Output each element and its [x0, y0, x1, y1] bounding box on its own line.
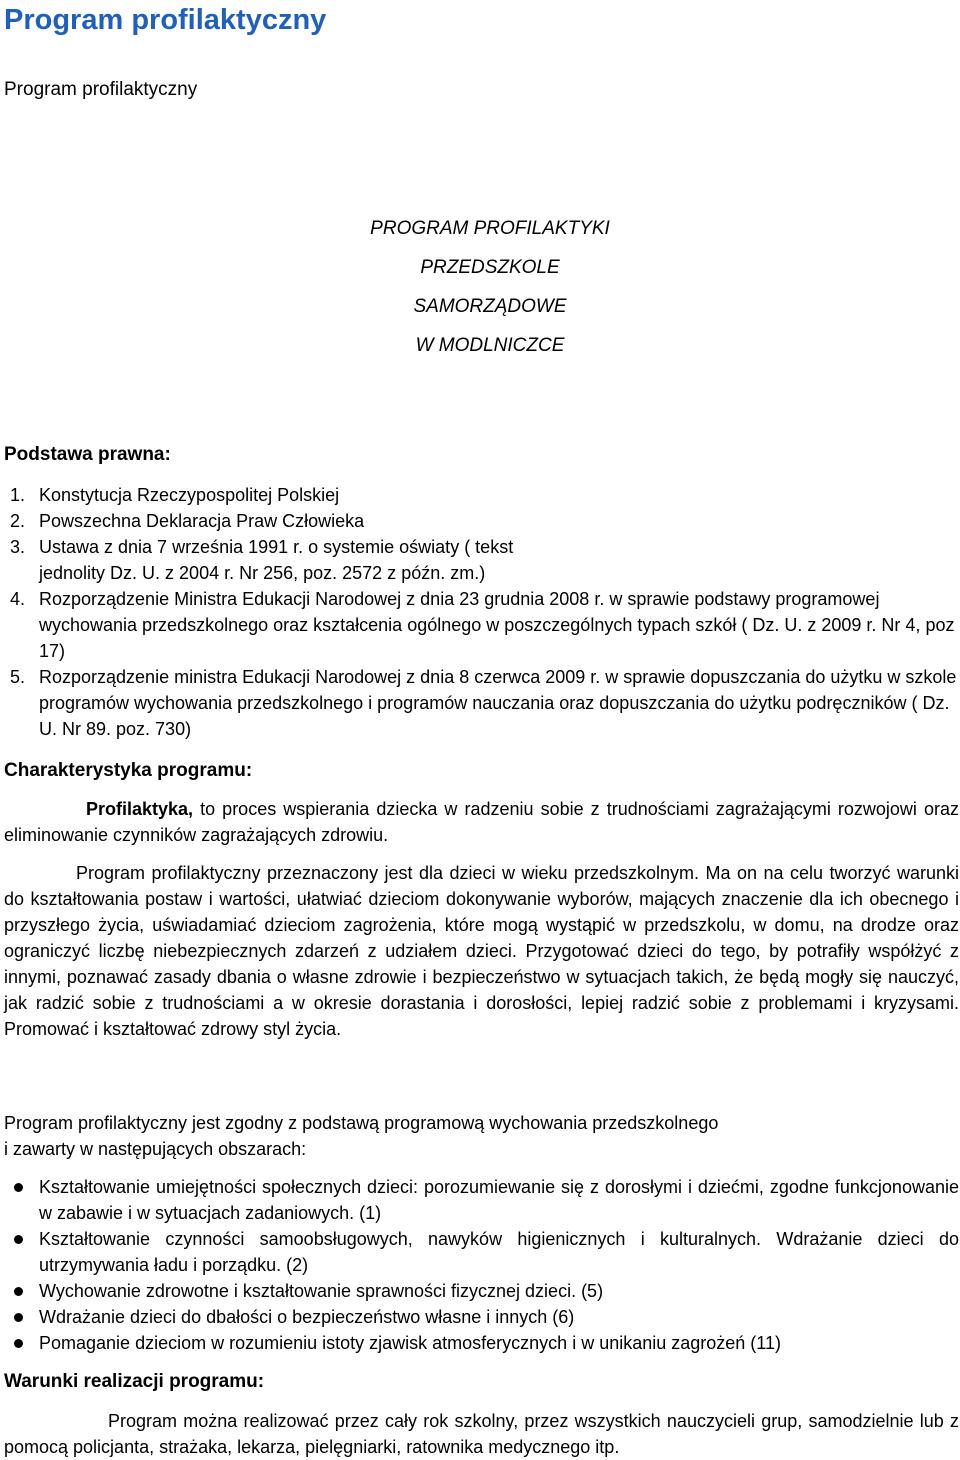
item-text: Kształtowanie czynności samoobsługowych, nawyków higienicznych i kulturalnych. Wdrażanie dzieci do utrzymywania ładu i porządku. (2) [39, 1229, 959, 1275]
paragraph-line: i zawarty w następujących obszarach: [4, 1139, 307, 1159]
paragraph-text: to proces wspierania dziecka w radzeniu sobie z trudnościami zagrażającymi rozwojowi oraz eliminowanie czynników zagrażających zdrowiu. [4, 799, 959, 845]
item-text: Pomaganie dzieciom w rozumieniu istoty zjawisk atmosferycznych i w unikaniu zagrożeń (11) [39, 1333, 781, 1353]
list-item [4, 1226, 959, 1278]
item-text: Ustawa z dnia 7 września 1991 r. o systemie oświaty ( tekst jednolity Dz. U. z 2004 r. Nr 256, poz. 2572 z późn. zm.) [39, 537, 514, 583]
paragraph-program-purpose: Program profilaktyczny przeznaczony jest dla dzieci w wieku przedszkolnym. Ma on na celu tworzyć warunki do kształtowania postaw i wartości, ułatwiać dzieciom dokonywanie wyborów, mających znaczenie dla ich obecnego i przyszłego życia, uświadamiać dzieciom zagrożenia, które mogą wystąpić w przedszkolu, w domu, na drodze oraz ograniczyć liczbę niebezpiecznych zdarzeń z udziałem dzieci. Przygotować dzieci do tego, by potrafiły współżyć z innymi, poznawać zasady dbania o własne zdrowie i bezpieczeństwo w sytuacjach takich, że będą mogły się nauczyć, jak radzić sobie z trudnościami a w okresie dorastania i dorosłości, lepiej radzić sobie z problemami i kryzysami. Promować i kształtować zdrowy styl życia. [4, 863, 959, 1039]
list-item [4, 586, 959, 664]
item-text: Kształtowanie umiejętności społecznych dzieci: porozumiewanie się z dorosłymi i dziećmi, zgodne funkcjonowanie w zabawie i w sytuacjach zadaniowych. (1) [39, 1177, 959, 1223]
paragraph-line: Program profilaktyczny jest zgodny z podstawą programową wychowania przedszkolnego [4, 1113, 719, 1133]
list-item [4, 1174, 959, 1226]
item-text: Rozporządzenie Ministra Edukacji Narodowej z dnia 23 grudnia 2008 r. w sprawie podstawy programowej wychowania przedszkolnego oraz kształcenia ogólnego w poszczególnych typach szkół ( Dz. U. z 2009 r. Nr 4, poz 17) [39, 589, 955, 661]
list-item [4, 482, 959, 508]
bold-term: Profilaktyka, [86, 799, 194, 819]
bullet-icon [14, 1235, 23, 1244]
bullet-icon [14, 1313, 23, 1322]
item-text: Powszechna Deklaracja Praw Człowieka [39, 511, 365, 531]
item-text: Wdrażanie dzieci do dbałości o bezpieczeństwo własne i innych (6) [39, 1307, 575, 1327]
item-number: 3. [10, 537, 26, 557]
item-number: 4. [10, 589, 26, 609]
header-line: SAMORZĄDOWE [413, 296, 567, 317]
paragraph-core-curriculum [4, 1110, 959, 1162]
item-text: Konstytucja Rzeczypospolitej Polskiej [39, 485, 340, 505]
list-item [4, 1330, 959, 1356]
list-item [4, 664, 959, 742]
item-number: 5. [10, 667, 26, 687]
list-item [4, 534, 559, 586]
paragraph-prophylaxis [4, 796, 959, 848]
header-line: W MODLNICZCE [415, 335, 565, 356]
legal-basis-heading: Podstawa prawna: [4, 444, 171, 465]
characteristics-heading: Charakterystyka programu: [4, 760, 253, 781]
bullet-icon [14, 1287, 23, 1296]
item-text: Wychowanie zdrowotne i kształtowanie sprawności fizycznej dzieci. (5) [39, 1281, 604, 1301]
header-line: PRZEDSZKOLE [420, 257, 560, 278]
paragraph-conditions: Program można realizować przez cały rok szkolny, przez wszystkich nauczycieli grup, samodzielnie lub z pomocą policjanta, strażaka, lekarza, pielęgniarki, ratownika medycznego itp. [4, 1411, 959, 1457]
item-text: Rozporządzenie ministra Edukacji Narodowej z dnia 8 czerwca 2009 r. w sprawie dopuszczania do użytku w szkole programów wychowania przedszkolnego i programów nauczania oraz dopuszczania do użytku podręczników ( Dz. U. Nr 89. poz. 730) [39, 667, 957, 739]
list-item [4, 1304, 959, 1330]
areas-list [4, 1174, 959, 1356]
item-number: 2. [10, 511, 26, 531]
conditions-heading: Warunki realizacji programu: [4, 1371, 265, 1392]
program-header-block [0, 209, 960, 365]
page-subtitle: Program profilaktyczny [4, 79, 198, 100]
legal-basis-list [4, 482, 959, 742]
item-number: 1. [10, 485, 26, 505]
page-title: Program profilaktyczny [4, 4, 327, 36]
bullet-icon [14, 1183, 23, 1192]
header-line: PROGRAM PROFILAKTYKI [370, 218, 610, 239]
list-item [4, 508, 959, 534]
bullet-icon [14, 1339, 23, 1348]
list-item [4, 1278, 959, 1304]
